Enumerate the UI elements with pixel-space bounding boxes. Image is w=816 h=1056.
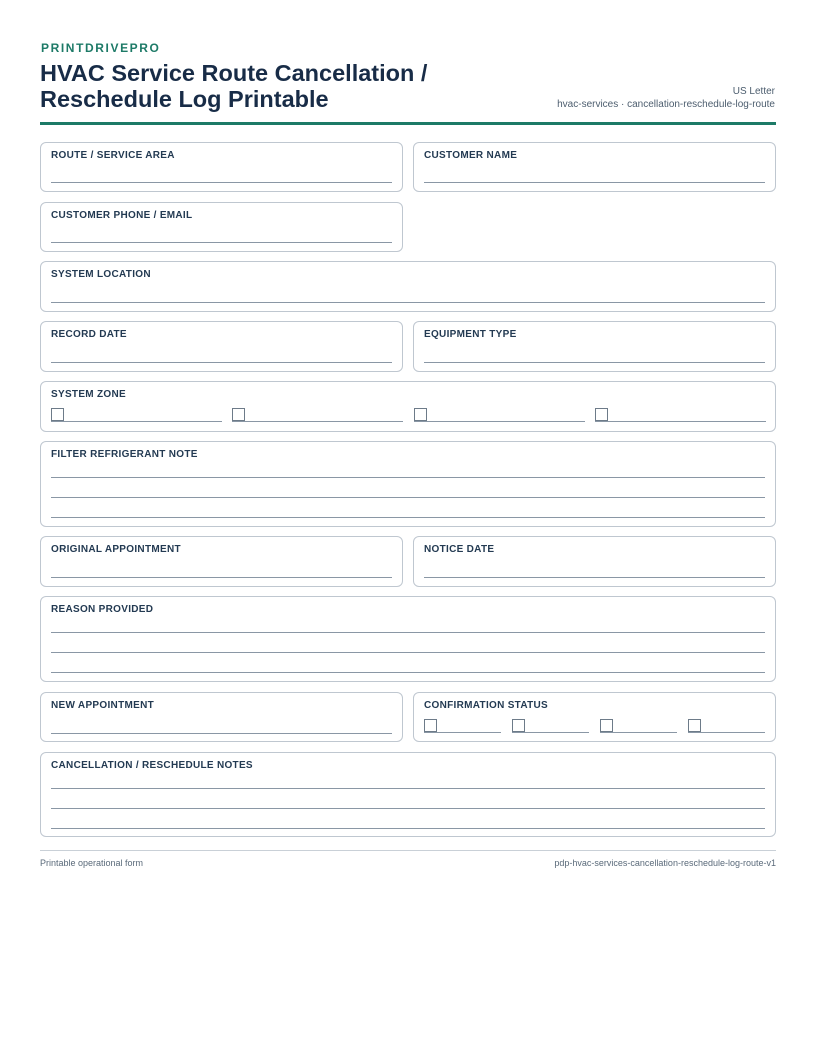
reason-label: REASON PROVIDED — [51, 604, 154, 615]
system-zone-option-3[interactable] — [414, 408, 585, 421]
customer-contact-input-line[interactable] — [51, 242, 392, 243]
new-appointment-input-line[interactable] — [51, 733, 392, 734]
system-zone-field — [40, 381, 776, 432]
footer-rule — [40, 850, 776, 851]
notice-date-label: NOTICE DATE — [424, 544, 495, 555]
customer-contact-field — [40, 202, 403, 252]
filter-note-label: FILTER REFRIGERANT NOTE — [51, 449, 198, 460]
checkbox-icon[interactable] — [424, 719, 437, 732]
route-field — [40, 142, 403, 192]
record-date-label: RECORD DATE — [51, 329, 127, 340]
system-zone-option-2[interactable] — [232, 408, 403, 421]
checkbox-icon[interactable] — [512, 719, 525, 732]
confirmation-option-4[interactable] — [688, 719, 765, 732]
confirmation-option-2[interactable] — [512, 719, 589, 732]
confirmation-option-3[interactable] — [600, 719, 677, 732]
system-location-label: SYSTEM LOCATION — [51, 269, 151, 280]
footer-left-text: Printable operational form — [40, 858, 144, 868]
customer-name-field — [413, 142, 776, 192]
footer-form-id: pdp-hvac-services-cancellation-reschedule-log-route-v1 — [554, 858, 776, 868]
system-location-field — [40, 261, 776, 312]
new-appointment-field — [40, 692, 403, 742]
system-zone-option-1[interactable] — [51, 408, 222, 421]
equipment-type-input-line[interactable] — [424, 362, 765, 363]
checkbox-icon[interactable] — [51, 408, 64, 421]
reason-field — [40, 596, 776, 682]
notes-line-3[interactable] — [51, 828, 765, 829]
checkbox-icon[interactable] — [232, 408, 245, 421]
original-appointment-input-line[interactable] — [51, 577, 392, 578]
checkbox-icon[interactable] — [688, 719, 701, 732]
checkbox-icon[interactable] — [595, 408, 608, 421]
original-appointment-label: ORIGINAL APPOINTMENT — [51, 544, 181, 555]
checkbox-icon[interactable] — [600, 719, 613, 732]
confirmation-status-field — [413, 692, 776, 742]
form-slug: hvac-services · cancellation-reschedule-log-route — [557, 99, 775, 110]
reason-line-1[interactable] — [51, 632, 765, 633]
new-appointment-label: NEW APPOINTMENT — [51, 700, 155, 711]
filter-note-line-2[interactable] — [51, 497, 765, 498]
original-appointment-field — [40, 536, 403, 587]
reason-line-3[interactable] — [51, 672, 765, 673]
filter-note-line-3[interactable] — [51, 517, 765, 518]
equipment-type-label: EQUIPMENT TYPE — [424, 329, 517, 340]
record-date-field — [40, 321, 403, 372]
notice-date-input-line[interactable] — [424, 577, 765, 578]
customer-name-input-line[interactable] — [424, 182, 765, 183]
route-label: ROUTE / SERVICE AREA — [51, 150, 175, 161]
reason-line-2[interactable] — [51, 652, 765, 653]
notes-label: CANCELLATION / RESCHEDULE NOTES — [51, 760, 253, 771]
confirmation-option-1[interactable] — [424, 719, 501, 732]
paper-size: US Letter — [732, 86, 775, 97]
confirmation-status-label: CONFIRMATION STATUS — [424, 700, 549, 711]
record-date-input-line[interactable] — [51, 362, 392, 363]
system-zone-option-4[interactable] — [595, 408, 766, 421]
notes-field — [40, 752, 776, 837]
system-zone-label: SYSTEM ZONE — [51, 389, 126, 400]
checkbox-icon[interactable] — [414, 408, 427, 421]
filter-note-field — [40, 441, 776, 527]
customer-name-label: CUSTOMER NAME — [424, 150, 518, 161]
customer-contact-label: CUSTOMER PHONE / EMAIL — [51, 210, 193, 221]
notice-date-field — [413, 536, 776, 587]
page-title: HVAC Service Route Cancellation / Reschedule Log Printable — [40, 60, 428, 112]
filter-note-line-1[interactable] — [51, 477, 765, 478]
notes-line-2[interactable] — [51, 808, 765, 809]
route-input-line[interactable] — [51, 182, 392, 183]
document-meta — [557, 85, 775, 111]
equipment-type-field — [413, 321, 776, 372]
brand-logo: PRINTDRIVEPRO — [41, 41, 161, 55]
notes-line-1[interactable] — [51, 788, 765, 789]
header-rule — [40, 122, 776, 125]
system-location-input-line[interactable] — [51, 302, 765, 303]
